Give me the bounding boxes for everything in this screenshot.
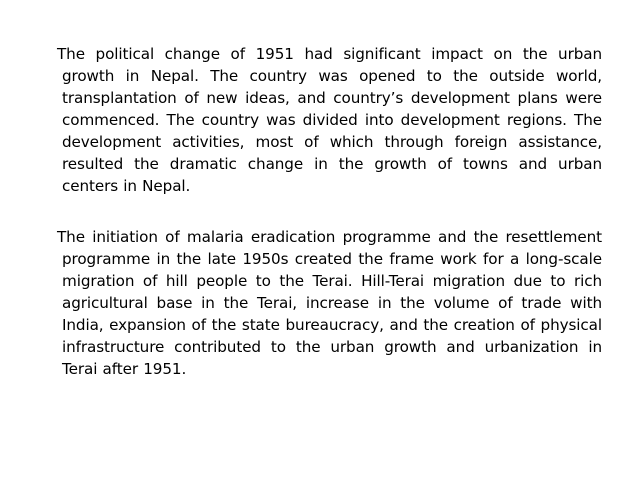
paragraph-hill-terai-migration: The initiation of malaria eradication programme and the resettlement programme in the late 1950s created the frame work for a long-scale migration of hill people to the Terai. Hill-Terai migration due to rich agricultural base in the Terai, increase in the volume of trade with India, expansion of the state bureaucracy, and the creation of physical infrastructure contributed to the urban growth and urbanization in Terai after 1951. — [57, 228, 602, 378]
paragraph-political-change-1951: The political change of 1951 had significant impact on the urban growth in Nepal. The country was opened to the outside world, transplantation of new ideas, and country’s development plans were commenced. The country was divided into development regions. The development activities, most of which through foreign assistance, resulted the dramatic change in the growth of towns and urban centers in Nepal. — [57, 45, 602, 195]
